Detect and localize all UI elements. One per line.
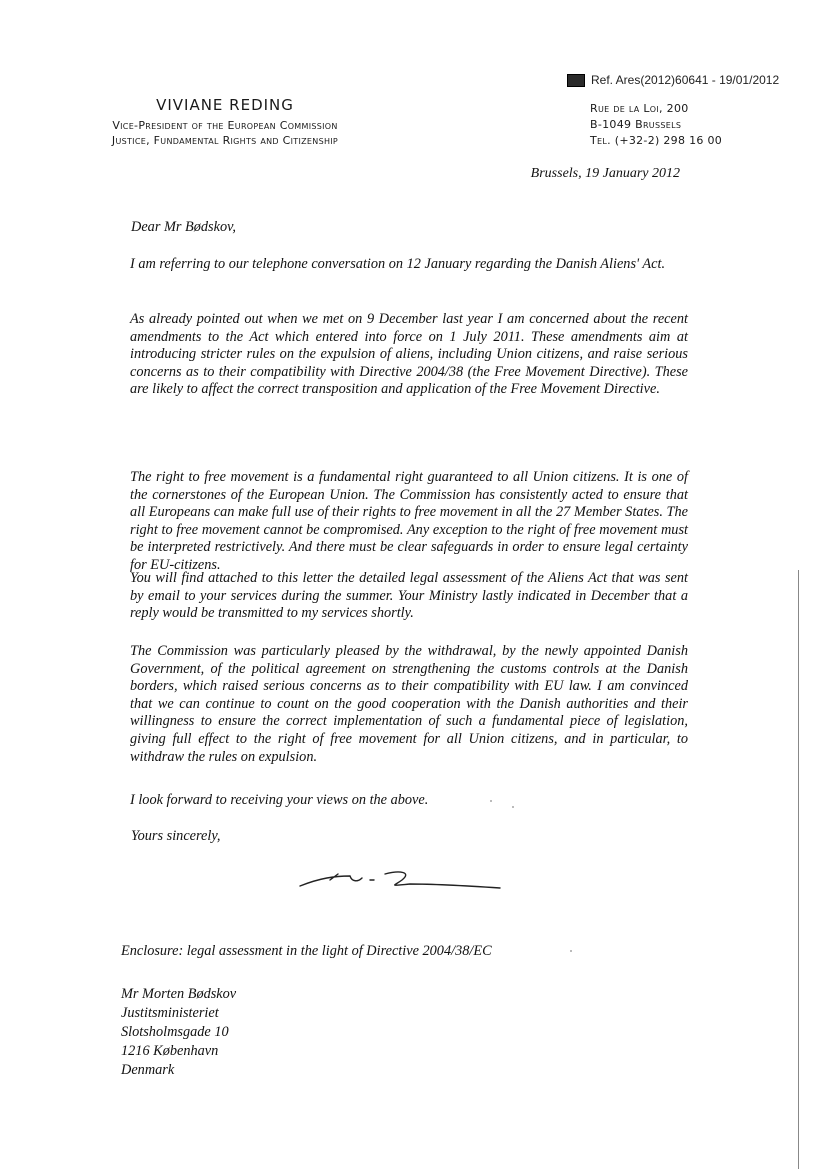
scan-edge-line xyxy=(798,570,799,1169)
recipient-name: Mr Morten Bødskov xyxy=(121,986,237,1002)
sender-portfolio: Justice, Fundamental Rights and Citizenship xyxy=(111,134,339,147)
paragraph-5: The Commission was particularly pleased by the withdrawal, by the newly appointed Danish Government, of the political agreement on strengthening the customs controls at the Danish borders, which raised serious concerns as to their compatibility with EU law. I am convinced that we can continue to count on the good cooperation with the Danish authorities and their willingness to ensure the correct implementation of such a fundamental piece of legislation, giving full effect to the right of free movement for all Union citizens, and in particular, to withdraw the rules on expulsion. xyxy=(130,643,688,765)
recipient-city: 1216 København xyxy=(121,1043,219,1059)
address-block xyxy=(590,101,722,149)
letter-date: Brussels, 19 January 2012 xyxy=(530,166,680,181)
address-city: B-1049 Brussels xyxy=(590,118,682,131)
address-phone: Tel. (+32-2) 298 16 00 xyxy=(590,134,723,147)
scan-speck xyxy=(570,950,572,952)
paragraph-3: The right to free movement is a fundamental right guaranteed to all Union citizens. It is one of the cornerstones of the European Union. The Commission has consistently acted to ensure that all Europeans can make full use of their rights to free movement in all the 27 Member States. The right to free movement cannot be compromised. Any exception to the right of free movement must be interpreted restrictively. And there must be clear safeguards in order to ensure legal certainty for EU-citizens. xyxy=(130,469,688,573)
reference-stamp xyxy=(567,73,779,87)
sender-block xyxy=(60,96,390,148)
signature-image xyxy=(290,860,510,900)
paragraph-6: I look forward to receiving your views on the above. xyxy=(130,792,429,808)
reference-text: Ref. Ares(2012)60641 - 19/01/2012 xyxy=(591,73,780,87)
recipient-country: Denmark xyxy=(121,1062,175,1078)
paragraph-2: As already pointed out when we met on 9 December last year I am concerned about the recent amendments to the Act which entered into force on 1 July 2011. These amendments aim at introducing stricter rules on the expulsion of aliens, including Union citizens, and raise serious concerns as to their compatibility with Directive 2004/38 (the Free Movement Directive). These are likely to affect the correct transposition and application of the Free Movement Directive. xyxy=(130,311,688,398)
scan-speck xyxy=(512,806,514,808)
salutation: Dear Mr Bødskov, xyxy=(131,219,236,235)
scan-speck xyxy=(490,800,492,802)
stamp-icon xyxy=(567,74,585,87)
sender-title: Vice-President of the European Commission xyxy=(112,119,338,132)
enclosure-note: Enclosure: legal assessment in the light of Directive 2004/38/EC xyxy=(121,943,492,959)
recipient-ministry: Justitsministeriet xyxy=(121,1005,219,1021)
recipient-address xyxy=(121,985,236,1080)
paragraph-4: You will find attached to this letter the detailed legal assessment of the Aliens Act that was sent by email to your services during the summer. Your Ministry lastly indicated in December that a reply would be transmitted to my services shortly. xyxy=(130,570,688,622)
address-street: Rue de la Loi, 200 xyxy=(590,102,689,115)
closing: Yours sincerely, xyxy=(131,828,221,844)
sender-name: VIVIANE REDING xyxy=(156,96,294,114)
paragraph-1: I am referring to our telephone conversation on 12 January regarding the Danish Aliens' Act. xyxy=(130,256,666,272)
recipient-street: Slotsholmsgade 10 xyxy=(121,1024,229,1040)
